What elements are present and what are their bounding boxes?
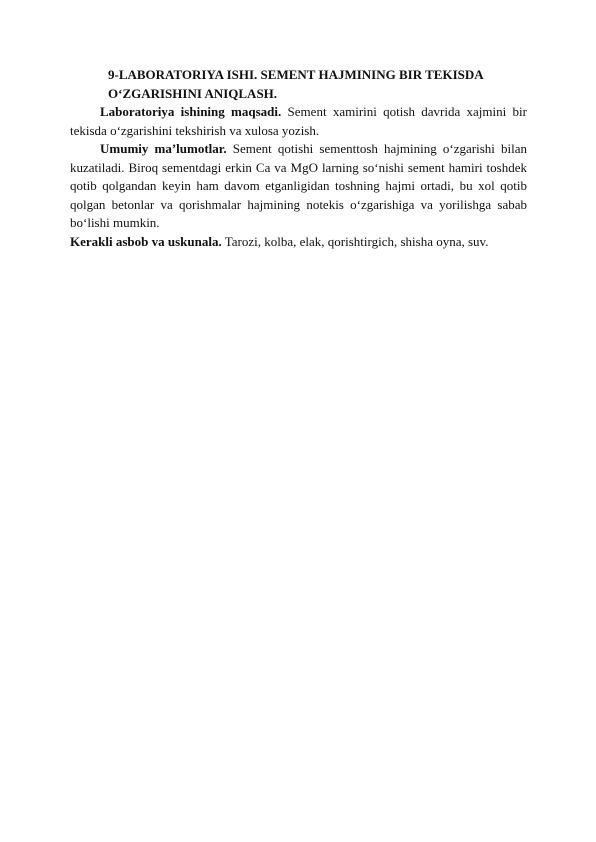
equipment-text: Tarozi, kolba, elak, qorishtirgich, shisha oyna, suv. [221,233,489,249]
info-label: Umumiy ma’lumotlar. [100,141,227,156]
info-text: Sement qotishi sementtosh hajmining o‘zgarishi bilan kuzatiladi. Biroq sementdagi erkin Ca va MgO larning so‘nishi sement hamiri toshdek qotib qolgandan keyin ham davom etganligidan toshning hajmi ortadi, bu xol qotib qolgan betonlar va qorishmalar hajmining notekis o‘zgarishiga va yorilishga sabab bo‘lishi mumkin. [70,141,527,230]
purpose-text: Sement xamirini qotish davrida xajmini bir tekisda o‘zgarishini tekshirish va xulosa yozish. [70,104,527,138]
purpose-paragraph [70,103,527,140]
purpose-label: Laboratoriya ishining maqsadi. [100,104,282,119]
title-line-1: 9-LABORATORIYA ISHI. SEMENT HAJMINING BIR TEKISDA [108,67,484,82]
document-title [108,66,527,103]
equipment-paragraph [70,233,527,252]
title-line-2: O‘ZGARISHINI ANIQLASH. [108,85,278,101]
info-paragraph [70,140,527,233]
document-body [70,66,527,251]
equipment-label: Kerakli asbob va uskunala. [70,233,222,249]
